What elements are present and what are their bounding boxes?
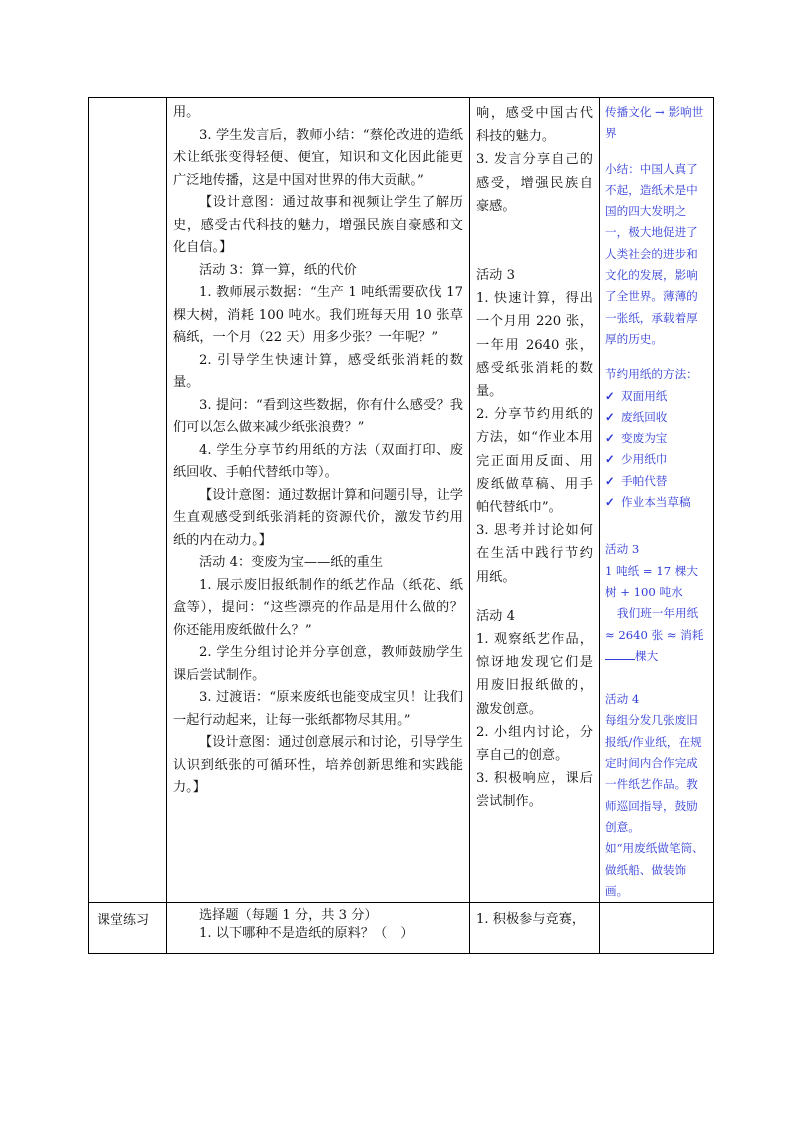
teacher-paragraph: 4. 学生分享节约用纸的方法（双面打印、废纸回收、手帕代替纸巾等）。 <box>173 442 463 480</box>
save-method-item <box>605 386 709 407</box>
teacher-paragraph: 3. 过渡语：“原来废纸也能变成宝贝！让我们一起行动起来，让每一张纸都物尽其用。” <box>173 690 463 728</box>
teacher-paragraph: 【设计意图：通过故事和视频让学生了解历史，感受古代科技的魅力，增强民族自豪感和文化自信。】 <box>173 195 463 255</box>
board-activity-3-line2: 我们班一年用纸 ≈ 2640 张 ≈ 消耗棵大 <box>605 606 704 663</box>
check-icon: ✓ <box>605 409 615 424</box>
table-row <box>89 903 714 954</box>
student-paragraph: 1. 观察纸艺作品，惊讶地发现它们是用废旧报纸做的，激发创意。 <box>476 632 593 717</box>
check-icon: ✓ <box>605 431 615 446</box>
board-activity-4-title: 活动 4 <box>605 692 640 707</box>
board-summary: 小结：中国人真了不起，造纸术是中国的四大发明之一，极大地促进了人类社会的进步和文化的发展，影响了全世界。薄薄的一张纸，承载着厚厚的历史。 <box>605 161 698 346</box>
practice-teacher-cell <box>167 903 470 954</box>
practice-question-1: 1. 以下哪种不是造纸的原料？（ ） <box>199 926 414 942</box>
save-method-label: 双面用纸 <box>621 388 668 403</box>
save-method-item <box>605 407 709 428</box>
save-method-item <box>605 428 709 449</box>
save-method-label: 作业本当草稿 <box>621 495 691 510</box>
save-method-label: 变废为宝 <box>621 431 668 446</box>
board-activity-3-title: 活动 3 <box>605 542 640 557</box>
practice-board-cell <box>600 903 714 954</box>
student-paragraph: 3. 发言分享自己的感受，增强民族自豪感。 <box>476 152 593 214</box>
table-row <box>89 98 714 903</box>
board-design-cell <box>600 98 714 903</box>
student-activity-part-c <box>476 628 593 814</box>
save-method-label: 少用纸巾 <box>621 452 668 467</box>
student-paragraph: 1. 快速计算，得出一个月用 220 张，一年用 2640 张，感受纸张消耗的数量。 <box>476 291 593 400</box>
teacher-paragraph: 2. 学生分组讨论并分享创意，教师鼓励学生课后尝试制作。 <box>173 645 463 683</box>
section-label-practice: 课堂练习 <box>89 903 167 954</box>
student-activity-4-title: 活动 4 <box>476 608 515 624</box>
student-activity-3-title: 活动 3 <box>476 268 515 284</box>
student-activity-part-a <box>476 102 593 218</box>
practice-quiz-title: 选择题（每题 1 分，共 3 分） <box>199 908 378 924</box>
save-methods-list <box>605 386 709 514</box>
teacher-paragraph: 用。 <box>173 105 200 120</box>
teacher-paragraph: 2. 引导学生快速计算，感受纸张消耗的数量。 <box>173 352 463 390</box>
practice-student-text: 1. 积极参与竞赛， <box>476 912 586 928</box>
teacher-paragraph: 【设计意图：通过创意展示和讨论，引导学生认识到纸张的可循环性，培养创新思维和实践能力。】 <box>173 735 463 795</box>
teacher-paragraph: 3. 学生发言后，教师小结：“蔡伦改进的造纸术让纸张变得轻便、便宜，知识和文化因此能更广泛地传播，这是中国对世界的伟大贡献。” <box>173 127 463 188</box>
teacher-paragraph: 1. 教师展示数据：“生产 1 吨纸需要砍伐 17 棵大树，消耗 100 吨水。我们班每天用 10 张草稿纸，一个月（22 天）用多少张？一年呢？” <box>173 285 463 345</box>
fill-blank <box>605 647 635 660</box>
teacher-paragraph: 活动 4：变废为宝——纸的重生 <box>199 555 384 570</box>
teacher-paragraph: 1. 展示废旧报纸制作的纸艺作品（纸花、纸盒等），提问：“这些漂亮的作品是用什么做的？你还能用废纸做什么？” <box>173 577 463 638</box>
teacher-activity-text <box>167 98 469 800</box>
lesson-plan-table <box>88 97 714 954</box>
board-top-text: 传播文化 → 影响世界 <box>605 105 704 141</box>
check-icon: ✓ <box>605 388 615 403</box>
board-save-title: 节约用纸的方法： <box>605 367 698 382</box>
teacher-paragraph: 活动 3：算一算，纸的代价 <box>199 262 357 278</box>
board-activity-4-text: 每组分发几张废旧报纸/作业纸，在规定时间内合作完成一件纸艺作品。教师巡回指导，鼓励创意。 <box>605 713 702 834</box>
student-activity-cell <box>470 98 600 903</box>
check-icon: ✓ <box>605 495 615 510</box>
save-method-item <box>605 471 709 492</box>
student-paragraph: 3. 思考并讨论如何在生活中践行节约用纸。 <box>476 523 593 585</box>
teacher-paragraph: 【设计意图：通过数据计算和问题引导，让学生直观感受到纸张消耗的资源代价，激发节约用纸的内在动力。】 <box>173 487 463 548</box>
save-method-label: 手帕代替 <box>621 473 668 488</box>
practice-student-cell <box>470 903 600 954</box>
student-paragraph: 3. 积极响应，课后尝试制作。 <box>476 771 593 810</box>
save-method-item <box>605 449 709 470</box>
teacher-activity-cell <box>167 98 470 903</box>
student-paragraph: 2. 分享节约用纸的方法，如“作业本用完正面用反面、用废纸做草稿、用手帕代替纸巾”。 <box>476 407 593 516</box>
student-paragraph: 2. 小组内讨论，分享自己的创意。 <box>476 724 593 764</box>
check-icon: ✓ <box>605 473 615 488</box>
save-method-label: 废纸回收 <box>621 409 668 424</box>
save-method-item <box>605 492 709 513</box>
section-label-cell <box>89 98 167 903</box>
board-activity-4-example: 如“用废纸做笔筒、做纸船、做装饰画。 <box>605 841 704 898</box>
board-activity-3-line1: 1 吨纸 = 17 棵大树 + 100 吨水 <box>605 563 698 599</box>
check-icon: ✓ <box>605 452 615 467</box>
student-activity-part-b <box>476 287 593 589</box>
student-paragraph: 响，感受中国古代科技的魅力。 <box>476 106 593 145</box>
teacher-paragraph: 3. 提问：“看到这些数据，你有什么感受？我们可以怎么做来减少纸张浪费？” <box>173 397 463 435</box>
